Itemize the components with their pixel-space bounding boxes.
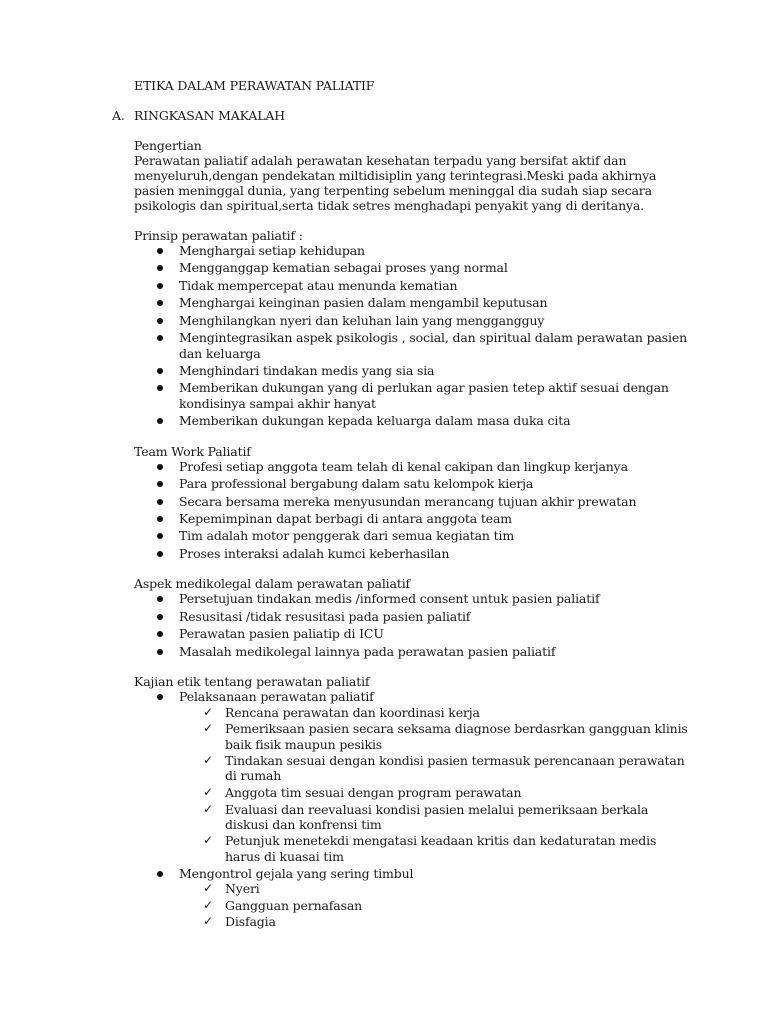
checkmark-icon: ✓ xyxy=(203,704,213,719)
check-item xyxy=(203,785,694,800)
prinsip-item-text: Menghargai setiap kehidupan xyxy=(179,243,365,258)
pengertian-block xyxy=(134,138,694,213)
checkmark-icon: ✓ xyxy=(203,801,213,816)
check-item xyxy=(203,704,694,720)
prinsip-item-text: Menghargai keinginan pasien dalam mengambil keputusan xyxy=(179,295,548,311)
check-item xyxy=(203,914,694,930)
check-item-text: Disfagia xyxy=(225,914,276,930)
check-item-text: Anggota tim sesuai dengan program perawatan xyxy=(225,785,522,800)
medikolegal-item xyxy=(179,644,694,660)
prinsip-block xyxy=(134,228,694,429)
prinsip-item-text: Mengganggap kematian sebagai proses yang normal xyxy=(179,260,508,276)
section-title: RINGKASAN MAKALAH xyxy=(134,108,285,123)
bullet-icon xyxy=(157,481,163,487)
check-item-text: Rencana perawatan dan koordinasi kerja xyxy=(225,704,480,720)
prinsip-item-text: Tidak mempercepat atau menunda kematian xyxy=(179,277,458,293)
check-item-text: Nyeri xyxy=(225,881,260,897)
prinsip-item xyxy=(179,278,694,294)
teamwork-block xyxy=(134,444,694,562)
medikolegal-item-text: Perawatan pasien paliatip di ICU xyxy=(179,626,384,642)
document-body xyxy=(112,78,694,931)
kajian-item-text: Mengontrol gejala yang sering timbul xyxy=(179,865,414,881)
bullet-icon xyxy=(157,283,163,289)
medikolegal-heading: Aspek medikolegal dalam perawatan paliatif xyxy=(134,576,411,592)
prinsip-item xyxy=(179,313,694,329)
teamwork-item-text: Proses interaksi adalah kumci keberhasilan xyxy=(179,545,450,561)
bullet-icon xyxy=(157,418,163,424)
medikolegal-item xyxy=(179,626,694,642)
pengertian-line: psikologis dan spiritual,serta tidak setres menghadapi penyakit yang di deritanya. xyxy=(134,198,645,213)
checkmark-icon: ✓ xyxy=(203,833,213,848)
check-item xyxy=(203,881,694,897)
kajian-heading: Kajian etik tentang perawatan paliatif xyxy=(134,674,370,690)
bullet-icon xyxy=(157,694,163,700)
check-item xyxy=(203,833,694,864)
medikolegal-item-text: Resusitasi /tidak resusitasi pada pasien paliatif xyxy=(179,608,471,624)
teamwork-item-text: Secara bersama mereka menyusundan merancang tujuan akhir prewatan xyxy=(179,493,637,509)
checkmark-icon: ✓ xyxy=(203,721,213,736)
prinsip-item xyxy=(179,330,694,361)
teamwork-item xyxy=(179,546,694,562)
bullet-icon xyxy=(157,614,163,620)
prinsip-list xyxy=(134,243,694,429)
prinsip-item-text: Mengintegrasikan aspek psikologis , social, dan spiritual dalam perawatan pasien dan keluarga xyxy=(179,329,688,361)
teamwork-item-text: Tim adalah motor penggerak dari semua kegiatan tim xyxy=(179,528,515,544)
bullet-icon xyxy=(157,551,163,557)
medikolegal-list xyxy=(134,591,694,659)
prinsip-item-text: Memberikan dukungan kepada keluarga dalam masa duka cita xyxy=(179,413,571,429)
bullet-icon xyxy=(157,368,163,374)
medikolegal-block xyxy=(134,576,694,659)
kajian-item xyxy=(179,689,694,864)
prinsip-item xyxy=(179,260,694,276)
section-letter: A. xyxy=(112,108,125,123)
bullet-icon xyxy=(157,871,163,877)
prinsip-item-text: Memberikan dukungan yang di perlukan agar pasien tetep aktif sesuai dengan kondisinya sampai akhir hanyat xyxy=(179,380,669,411)
teamwork-heading: Team Work Paliatif xyxy=(134,443,251,459)
bullet-icon xyxy=(157,318,163,324)
checkmark-icon: ✓ xyxy=(203,914,213,929)
pengertian-line: Perawatan paliatif adalah perawatan kesehatan terpadu yang bersifat aktif dan xyxy=(134,153,627,168)
teamwork-item-text: Kepemimpinan dapat berbagi di antara anggota team xyxy=(179,511,512,527)
document-title: ETIKA DALAM PERAWATAN PALIATIF xyxy=(134,78,375,93)
bullet-icon xyxy=(157,335,163,341)
check-item-text: Tindakan sesuai dengan kondisi pasien termasuk perencanaan perawatan di rumah xyxy=(225,753,685,784)
teamwork-item xyxy=(179,511,694,527)
prinsip-item-text: Menghilangkan nyeri dan keluhan lain yang menggangguy xyxy=(179,312,545,328)
teamwork-item xyxy=(179,476,694,492)
kajian-block xyxy=(134,674,694,929)
pengertian-heading: Pengertian xyxy=(134,138,202,153)
bullet-icon xyxy=(157,265,163,271)
medikolegal-item xyxy=(179,591,694,607)
kajian-sublist xyxy=(179,881,694,929)
medikolegal-item-text: Masalah medikolegal lainnya pada perawatan pasien paliatif xyxy=(179,643,556,659)
teamwork-list xyxy=(134,459,694,562)
checkmark-icon: ✓ xyxy=(203,897,213,912)
teamwork-item xyxy=(179,494,694,510)
prinsip-heading: Prinsip perawatan paliatif : xyxy=(134,228,303,243)
bullet-icon xyxy=(157,596,163,602)
pengertian-line: pasien meninggal dunia, yang terpenting sebelum meninggal dia sudah siap secara xyxy=(134,183,652,198)
prinsip-item xyxy=(179,363,694,379)
checkmark-icon: ✓ xyxy=(203,753,213,768)
check-item xyxy=(203,897,694,913)
prinsip-item xyxy=(179,295,694,311)
kajian-item xyxy=(179,866,694,930)
section-heading xyxy=(112,108,694,123)
check-item-text: Gangguan pernafasan xyxy=(225,897,363,913)
check-item-text: Pemeriksaan pasien secara seksama diagnose berdasrkan gangguan klinis baik fisik maupun pesikis xyxy=(225,721,688,752)
check-item xyxy=(203,753,694,784)
teamwork-item xyxy=(179,528,694,544)
kajian-sublist xyxy=(179,705,694,864)
prinsip-item xyxy=(179,243,694,259)
prinsip-item-text: Menghindari tindakan medis yang sia sia xyxy=(179,362,435,378)
bullet-icon xyxy=(157,499,163,505)
bullet-icon xyxy=(157,533,163,539)
check-item xyxy=(203,721,694,752)
medikolegal-item xyxy=(179,609,694,625)
bullet-icon xyxy=(157,516,163,522)
check-item-text: Petunjuk menetekdi mengatasi keadaan kritis dan kedaturatan medis harus di kuasai tim xyxy=(225,833,657,864)
bullet-icon xyxy=(157,385,163,391)
prinsip-item xyxy=(179,413,694,429)
teamwork-item-text: Para professional bergabung dalam satu kelompok kierja xyxy=(179,476,534,492)
check-item-text: Evaluasi dan reevaluasi kondisi pasien melalui pemeriksaan berkala diskusi dan konfrensi tim xyxy=(225,801,649,832)
medikolegal-item-text: Persetujuan tindakan medis /informed consent untuk pasien paliatif xyxy=(179,591,600,607)
prinsip-item xyxy=(179,380,694,411)
bullet-icon xyxy=(157,464,163,470)
bullet-icon xyxy=(157,300,163,306)
checkmark-icon: ✓ xyxy=(203,881,213,896)
kajian-list xyxy=(134,689,694,929)
checkmark-icon: ✓ xyxy=(203,785,213,799)
pengertian-line: menyeluruh,dengan pendekatan miltidisiplin yang terintegrasi.Meski pada akhirnya xyxy=(134,168,657,183)
kajian-item-text: Pelaksanaan perawatan paliatif xyxy=(179,689,374,705)
check-item xyxy=(203,801,694,832)
bullet-icon xyxy=(157,631,163,637)
teamwork-item xyxy=(179,459,694,475)
teamwork-item-text: Profesi setiap anggota team telah di kenal cakipan dan lingkup kerjanya xyxy=(179,458,628,474)
bullet-icon xyxy=(157,248,163,254)
bullet-icon xyxy=(157,649,163,655)
